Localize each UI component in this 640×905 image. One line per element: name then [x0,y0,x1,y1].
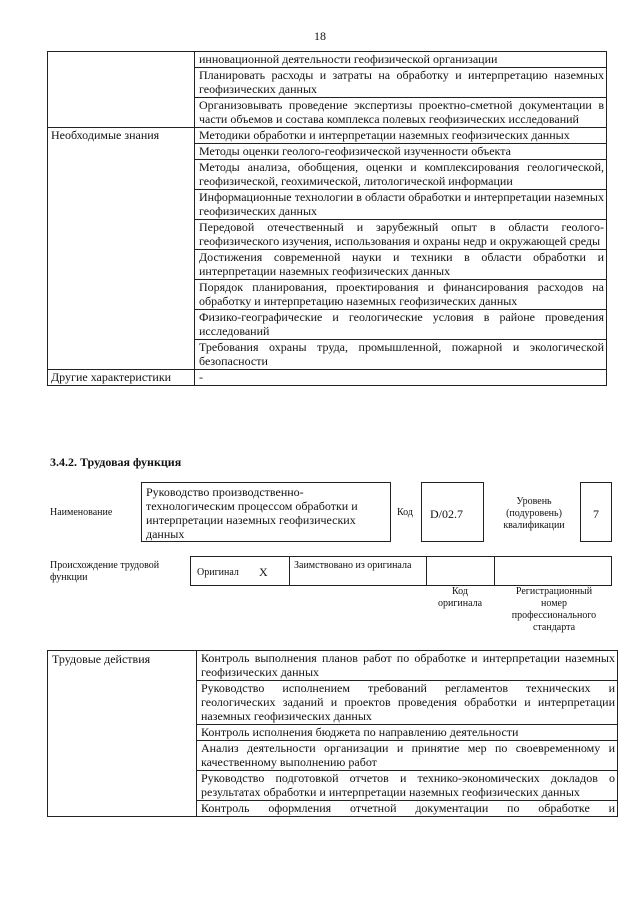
level-value: 7 [593,507,599,521]
origin-label: Происхождение трудовой функции [50,560,160,583]
page-number: 18 [314,29,326,43]
table-cell: Организовывать проведение экспертизы проектно-сметной документации в части объемов и состава комплекса полевых геофизических исследований [195,98,607,128]
function-name-box [141,482,391,542]
borrowed-label: Заимствовано из оригинала [294,560,412,571]
name-label: Наименование [50,507,113,518]
function-name-value: Руководство производственно-технологическим процессом обработки и интерпретации наземных геофизических данных [146,485,358,541]
table-cell: Руководство исполнением требований регламентов технических и геологических заданий и проектов проведения обработки и интерпретации наземных геофизических данных [197,681,618,725]
table-cell: Методики обработки и интерпретации наземных геофизических данных [195,128,607,144]
reg-number-cell [494,556,612,586]
table-cell: Передовой отечественный и зарубежный опыт в области геолого-геофизического изучения, использования и охраны недр и окружающей среды [195,220,607,250]
labor-actions-table [47,650,618,817]
row-label-required-knowledge: Необходимые знания [48,128,195,370]
table-row [48,370,607,386]
row-label [48,52,195,128]
code-original-label: Код оригинала [437,586,483,609]
table-cell: Методы оценки геолого-геофизической изученности объекта [195,144,607,160]
table-row [48,128,607,144]
level-label: Уровень (подуровень) квалификации [503,496,565,531]
code-value: D/02.7 [430,507,463,521]
table-cell: Требования охраны труда, промышленной, пожарной и экологической безопасности [195,340,607,370]
code-box [421,482,484,542]
table-cell: Планировать расходы и затраты на обработку и интерпретацию наземных геофизических данных [195,68,607,98]
table-cell: Порядок планирования, проектирования и финансирования расходов на обработку и интерпретацию наземных геофизических данных [195,280,607,310]
table-cell: Анализ деятельности организации и принятие мер по своевременному и качественному выполнению работ [197,741,618,771]
table-cell: Контроль оформления отчетной документации по обработке и [197,801,618,817]
original-mark: X [259,565,268,579]
level-box [580,482,612,542]
section-title: 3.4.2. Трудовая функция [50,455,182,469]
table-cell: инновационной деятельности геофизической организации [195,52,607,68]
row-label-labor-actions: Трудовые действия [48,651,197,817]
table-cell: Контроль исполнения бюджета по направлению деятельности [197,725,618,741]
original-label: Оригинал [197,567,239,578]
table-cell: - [195,370,607,386]
skills-knowledge-table [47,51,607,386]
row-label-other-characteristics: Другие характеристики [48,370,195,386]
table-row [48,651,618,681]
table-cell: Методы анализа, обобщения, оценки и комплексирования геологической, геофизической, геохимической, литологической информации [195,160,607,190]
table-cell: Физико-географические и геологические условия в районе проведения исследований [195,310,607,340]
table-cell: Информационные технологии в области обработки и интерпретации наземных геофизических данных [195,190,607,220]
reg-number-label: Регистрационный номер профессионального стандарта [511,586,597,633]
table-row [48,52,607,68]
code-original-cell [426,556,495,586]
table-cell: Руководство подготовкой отчетов и технико-экономических докладов о результатах обработки и интерпретации наземных геофизических данных [197,771,618,801]
table-cell: Контроль выполнения планов работ по обработке и интерпретации наземных геофизических данных [197,651,618,681]
code-label: Код [397,507,413,518]
borrowed-cell [289,556,427,586]
table-cell: Достижения современной науки и техники в области обработки и интерпретации наземных геофизических данных [195,250,607,280]
original-cell [190,556,290,586]
